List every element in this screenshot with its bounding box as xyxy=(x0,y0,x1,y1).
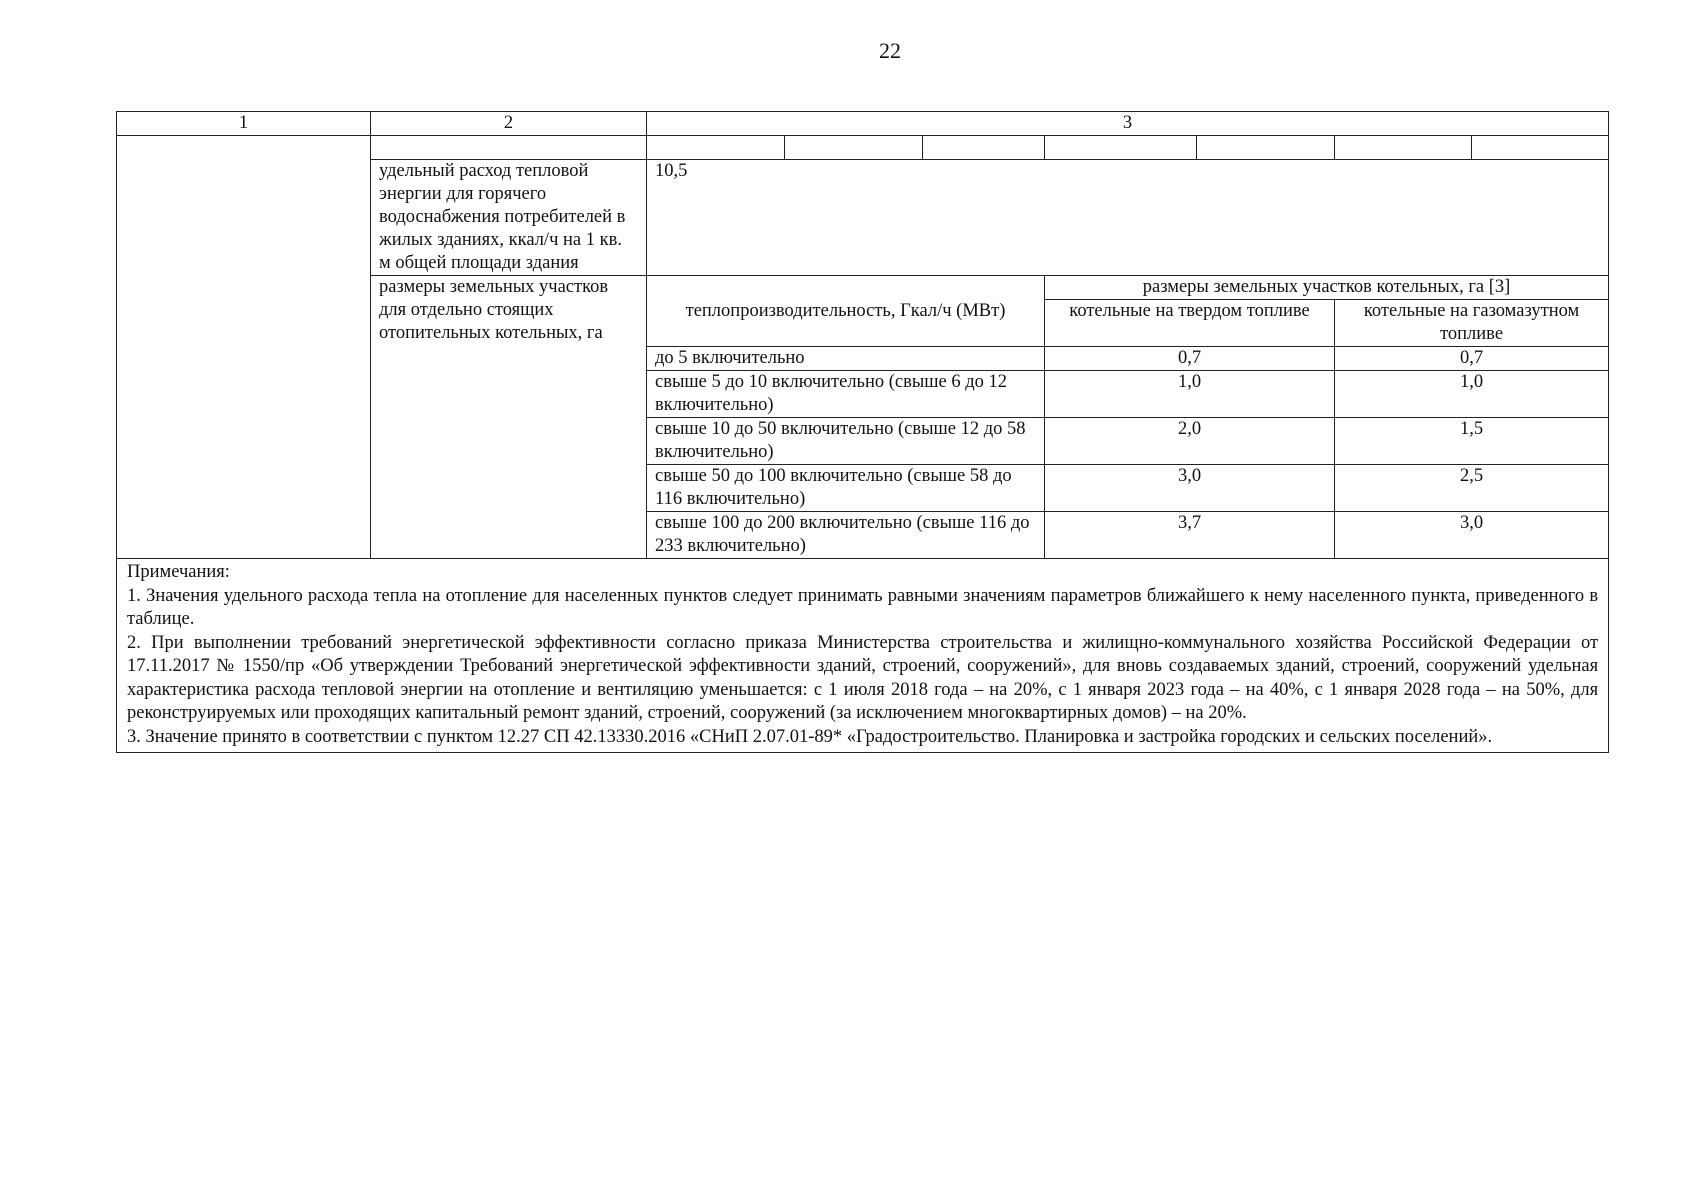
hot-water-value: 10,5 xyxy=(647,160,1609,276)
empty-cell xyxy=(1197,136,1335,160)
empty-cell xyxy=(785,136,923,160)
capacity-range: свыше 50 до 100 включительно (свыше 58 до 116 включительно) xyxy=(647,465,1045,512)
capacity-range: свыше 100 до 200 включительно (свыше 116 до 233 включительно) xyxy=(647,512,1045,559)
solid-fuel-area: 1,0 xyxy=(1045,371,1335,418)
gas-oil-area: 1,5 xyxy=(1335,418,1609,465)
empty-cell xyxy=(1472,136,1609,160)
solid-fuel-area: 0,7 xyxy=(1045,347,1335,371)
solid-fuel-header: котельные на твердом топливе xyxy=(1045,300,1335,347)
empty-grid-row xyxy=(117,136,1609,160)
column-number-row xyxy=(117,112,1609,136)
solid-fuel-area: 3,0 xyxy=(1045,465,1335,512)
column-number-1: 1 xyxy=(117,112,371,136)
note-item: 3. Значение принято в соответствии с пунктом 12.27 СП 42.13330.2016 «СНиП 2.07.01-89* «Градостроительство. Планировка и застройка городских и сельских поселений». xyxy=(127,726,1493,747)
solid-fuel-area: 3,7 xyxy=(1045,512,1335,559)
gas-oil-area: 2,5 xyxy=(1335,465,1609,512)
empty-cell xyxy=(1335,136,1472,160)
column-number-2: 2 xyxy=(371,112,647,136)
land-sizes-header: размеры земельных участков котельных, га [3] xyxy=(1045,276,1609,300)
column-number-3: 3 xyxy=(647,112,1609,136)
empty-cell xyxy=(371,136,647,160)
gas-oil-area: 3,0 xyxy=(1335,512,1609,559)
land-size-label: размеры земельных участков для отдельно стоящих отопительных котельных, га xyxy=(371,276,647,559)
note-item: 2. При выполнении требований энергетической эффективности согласно приказа Министерства строительства и жилищно-коммунального хозяйства Российской Федерации от 17.11.2017 № 1550/пр «Об утверждении Требований энергетической эффективности зданий, строений, сооружений», для вновь создаваемых зданий, строений, сооружений удельная характеристика расхода тепловой энергии на отопление и вентиляцию уменьшается: с 1 июля 2018 года – на 20%, с 1 января 2023 года – на 40%, с 1 января 2028 года – на 50%, для реконструируемых или проходящих капитальный ремонт зданий, строений, сооружений (за исключением многоквартирных домов) – на 20%. xyxy=(127,632,1599,723)
empty-cell xyxy=(1045,136,1197,160)
norms-table xyxy=(116,111,1609,753)
hot-water-label: удельный расход тепловой энергии для горячего водоснабжения потребителей в жилых зданиях, ккал/ч на 1 кв. м общей площади здания xyxy=(371,160,647,276)
capacity-range: свыше 5 до 10 включительно (свыше 6 до 12 включительно) xyxy=(647,371,1045,418)
gas-oil-area: 1,0 xyxy=(1335,371,1609,418)
capacity-range: свыше 10 до 50 включительно (свыше 12 до 58 включительно) xyxy=(647,418,1045,465)
empty-cell xyxy=(647,136,785,160)
empty-cell xyxy=(923,136,1045,160)
notes-row xyxy=(117,559,1609,753)
note-item: 1. Значения удельного расхода тепла на отопление для населенных пунктов следует принимать равными значениям параметров ближайшего к нему населенного пункта, приведенного в таблице. xyxy=(127,585,1599,629)
solid-fuel-area: 2,0 xyxy=(1045,418,1335,465)
notes-title: Примечания: xyxy=(127,562,230,582)
column-1-cell xyxy=(117,136,371,559)
gas-oil-area: 0,7 xyxy=(1335,347,1609,371)
notes-block xyxy=(117,559,1609,753)
capacity-header: теплопроизводительность, Гкал/ч (МВт) xyxy=(647,276,1045,347)
page-number: 22 xyxy=(879,38,901,63)
capacity-range: до 5 включительно xyxy=(647,347,1045,371)
gas-oil-fuel-header: котельные на газомазутном топливе xyxy=(1335,300,1609,347)
